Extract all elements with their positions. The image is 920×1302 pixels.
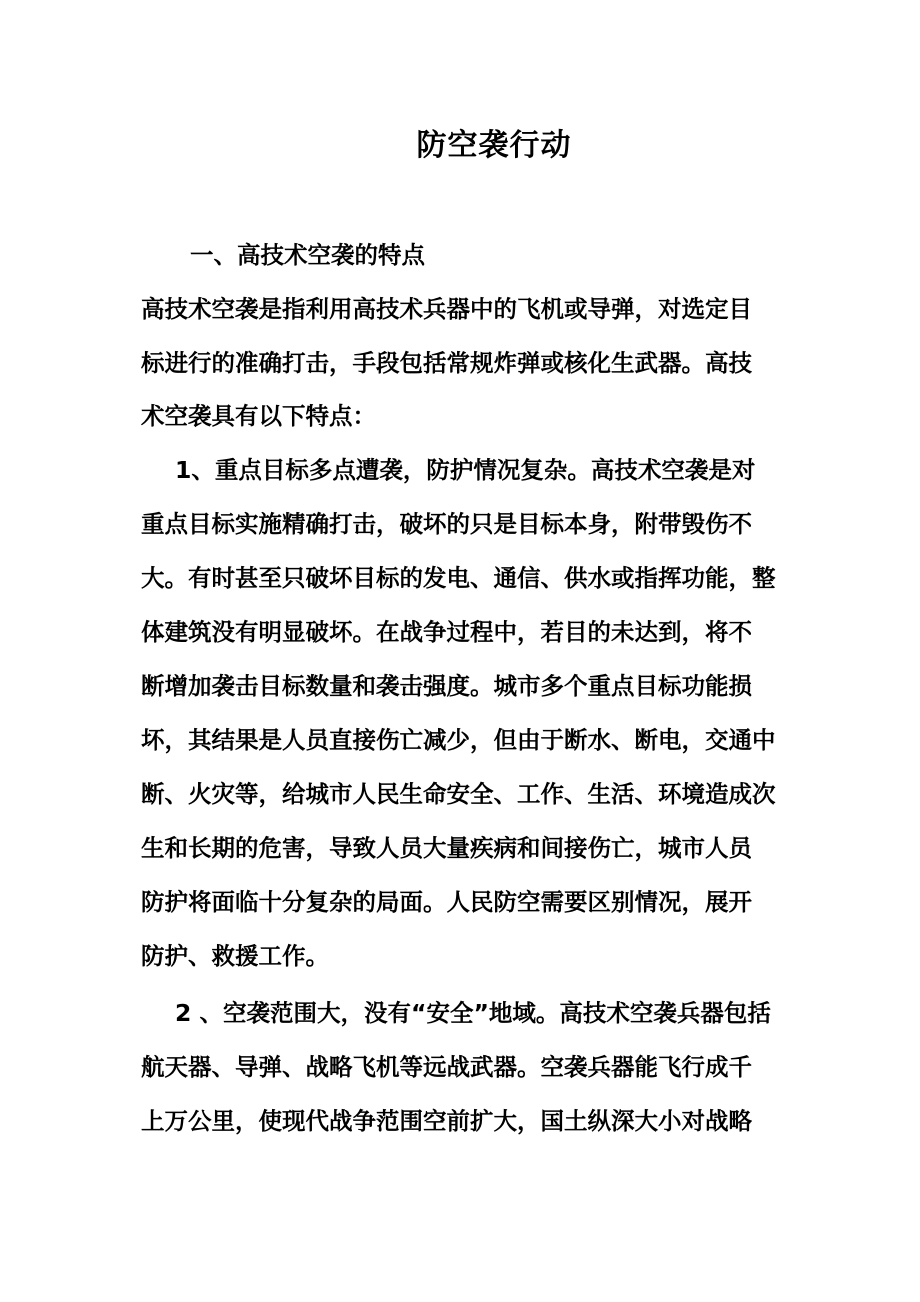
- body-line: 防护将面临十分复杂的局面。人民防空需要区别情况，展开: [141, 888, 752, 916]
- body-line: 坏，其结果是人员直接伤亡减少，但由于断水、断电，交通中: [141, 726, 776, 754]
- body-line: 术空袭具有以下特点：: [141, 402, 376, 430]
- body-line: 上万公里，使现代战争范围空前扩大，国土纵深大小对战略: [141, 1107, 752, 1135]
- body-line: 防护、救援工作。: [141, 942, 329, 970]
- body-line: 标进行的准确打击，手段包括常规炸弹或核化生武器。高技: [141, 349, 752, 377]
- body-line: 断增加袭击目标数量和袭击强度。城市多个重点目标功能损: [141, 672, 752, 700]
- body-line: 1、重点目标多点遭袭，防护情况复杂。高技术空袭是对: [175, 456, 756, 484]
- body-line: 重点目标实施精确打击，破坏的只是目标本身，附带毁伤不: [141, 510, 752, 538]
- body-line: 2 、空袭范围大，没有“安全”地域。高技术空袭兵器包括: [175, 999, 771, 1027]
- body-line: 航天器、导弹、战略飞机等远战武器。空袭兵器能飞行成千: [141, 1053, 752, 1081]
- body-line: 生和长期的危害，导致人员大量疾病和间接伤亡，城市人员: [141, 834, 752, 862]
- body-line: 体建筑没有明显破坏。在战争过程中，若目的未达到，将不: [141, 618, 752, 646]
- section-heading: 一、高技术空袭的特点: [190, 241, 425, 269]
- body-line: 大。有时甚至只破坏目标的发电、通信、供水或指挥功能，整: [141, 564, 776, 592]
- body-line: 高技术空袭是指利用高技术兵器中的飞机或导弹，对选定目: [141, 295, 752, 323]
- document-title: 防空袭行动: [416, 128, 572, 163]
- body-line: 断、火灾等，给城市人民生命安全、工作、生活、环境造成次: [141, 780, 776, 808]
